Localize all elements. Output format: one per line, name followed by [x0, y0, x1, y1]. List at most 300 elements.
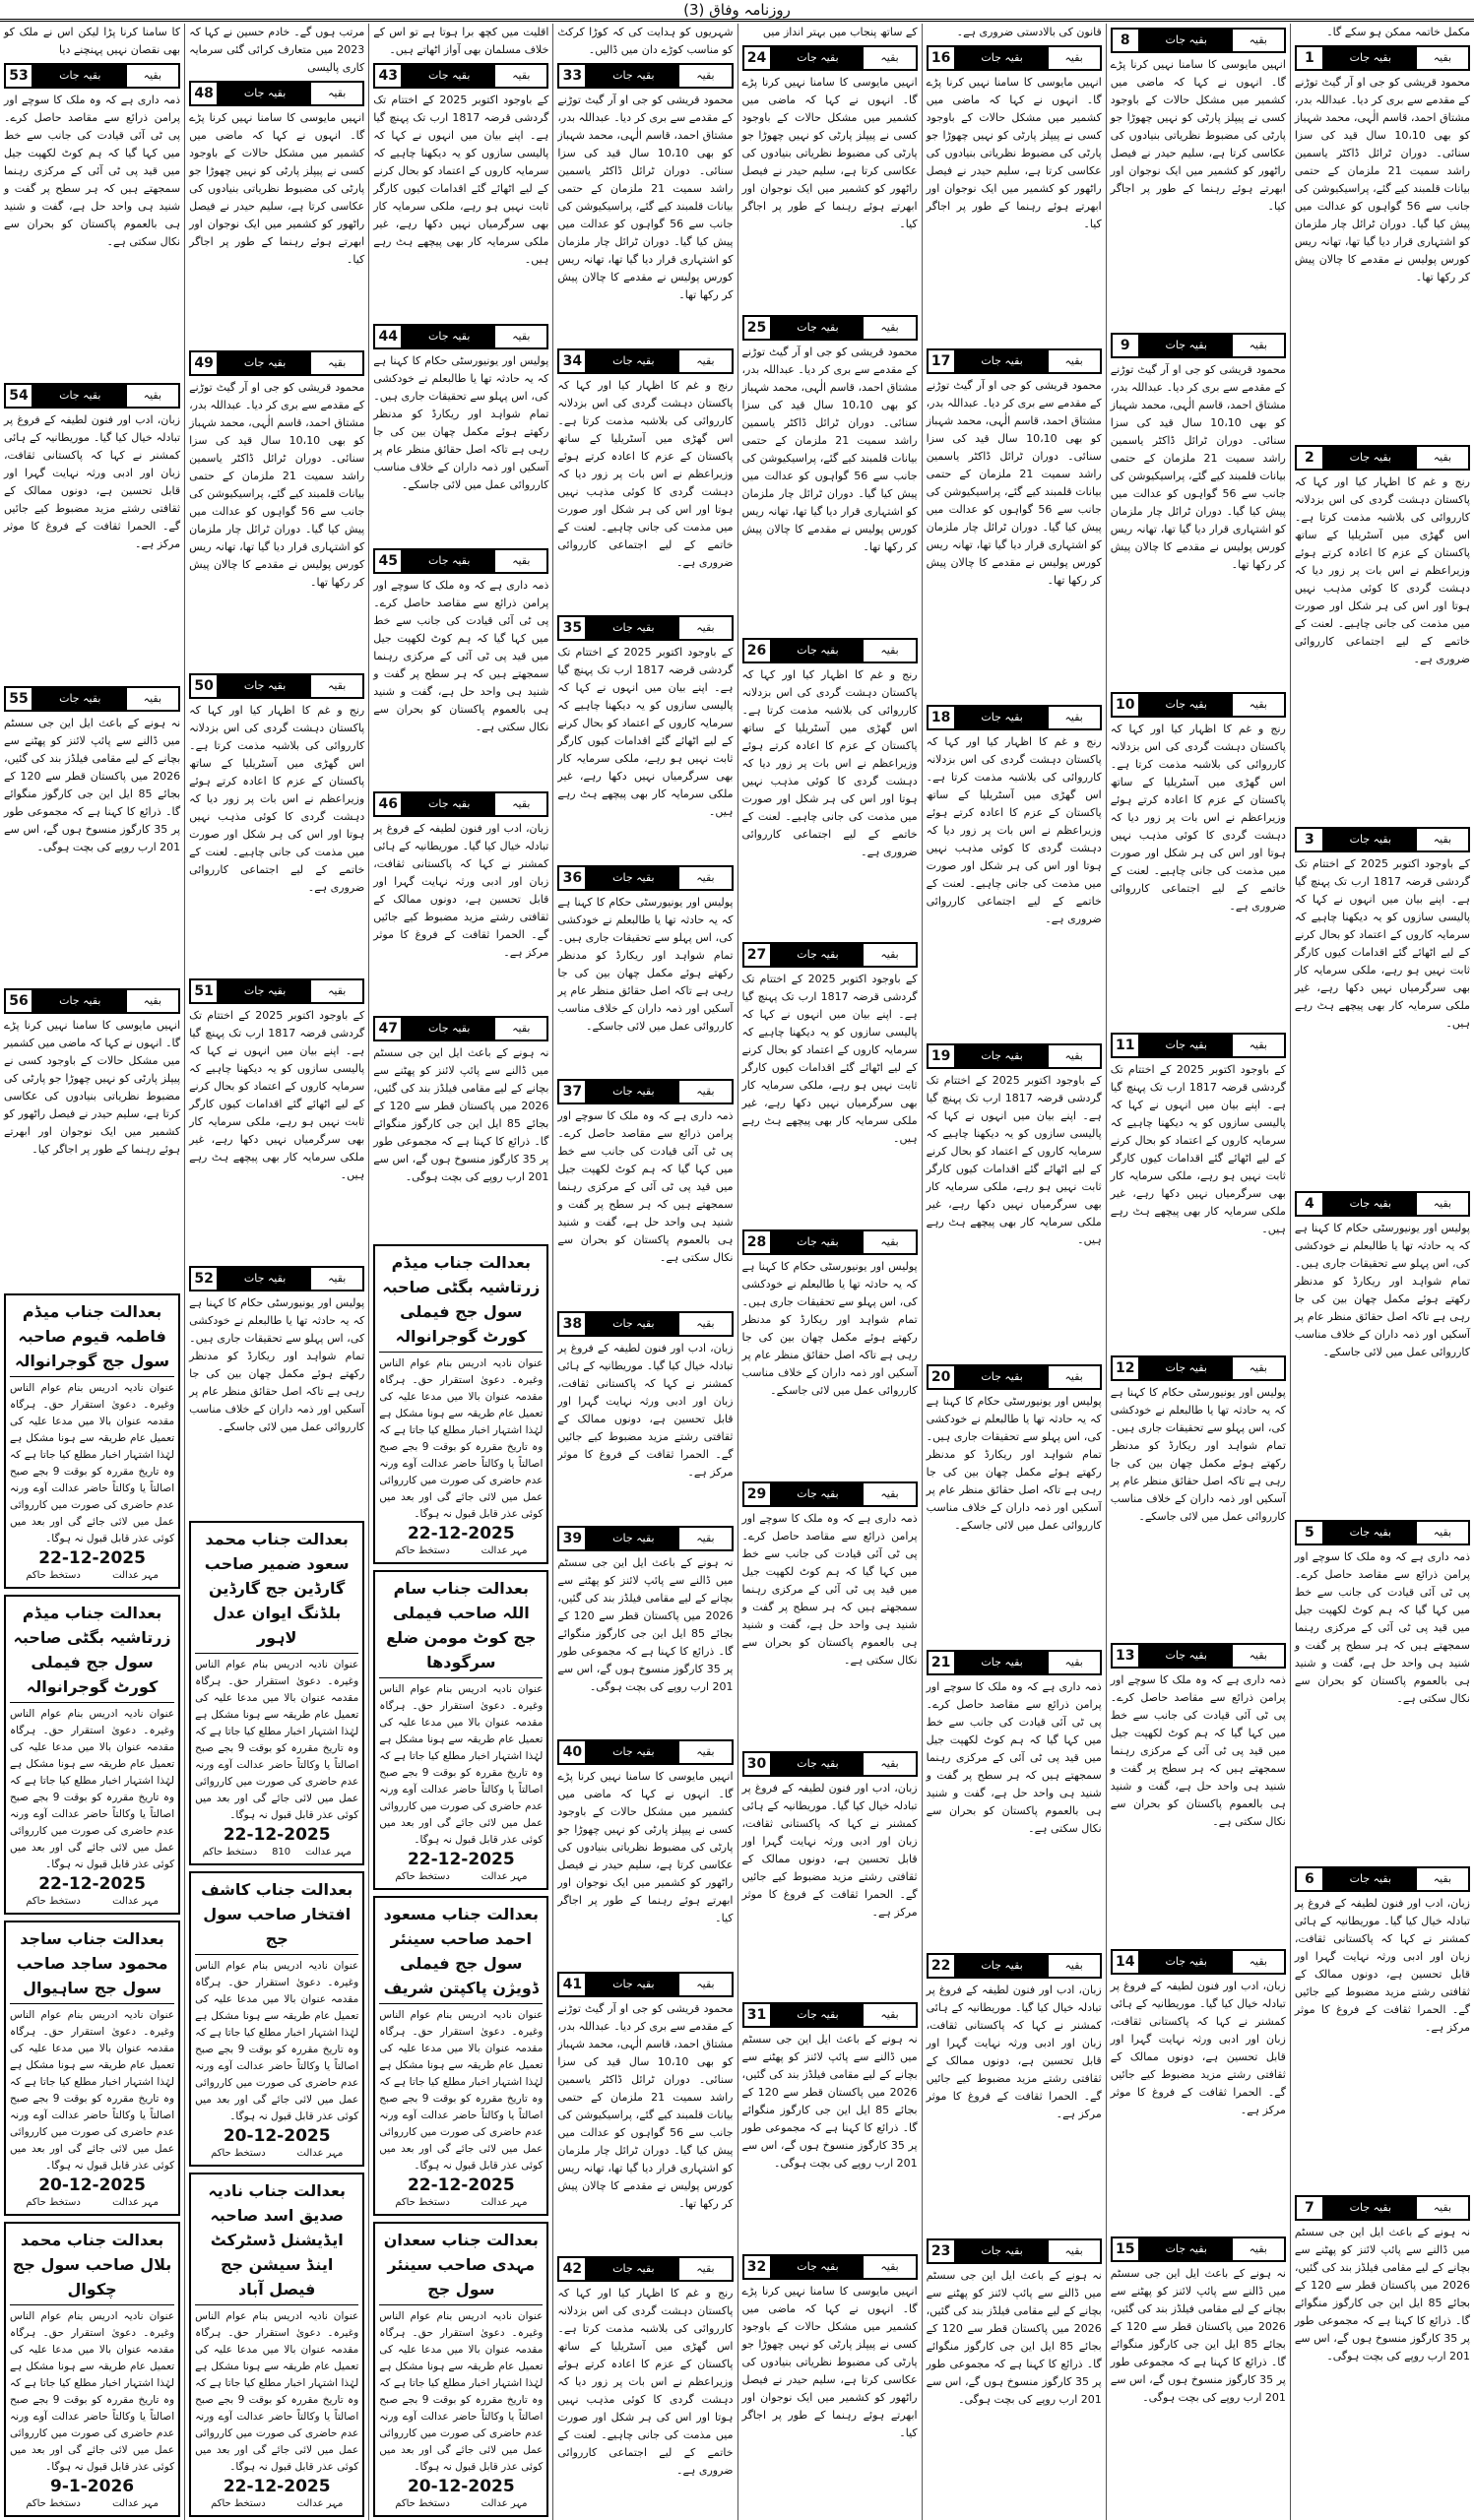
item-number: 31 — [744, 2004, 772, 2026]
baqiya-label: بقیہ — [679, 1081, 731, 1102]
item-text: کے باوجود اکتوبر 2025 کے اختتام تک گردشی قرضہ 1817 ارب تک پہنچ گیا ہے۔ اپنے بیان میں انہوں نے کہا کہ پالیسی سازوں کو یہ دیکھنا چاہیے کہ سرمایہ کاروں کے اعتماد کو بحال کرنے کے لیے اٹھائے گئے اقدامات کیوں کارگر ثابت نہیں ہو رہے، ملکی سرمایہ کار بھی سرگرمیاں نہیں دکھا رہے، غیر ملکی سرمایہ کار بھی پیچھے ہٹ رہے ہیں۔ — [189, 1009, 365, 1181]
item-number: 6 — [1297, 1868, 1324, 1890]
item-text: انہیں مایوسی کا سامنا نہیں کرنا پڑے گا۔ انہوں نے کہا کہ ماضی میں کشمیر میں مشکل حالات کے باوجود کسی نے پیپلز پارٹی کو نہیں چھوڑا جو پارٹی کی مضبوط نظریاتی بنیادوں کی عکاسی کرتا ہے، سلیم حیدر نے فیصل راٹھور کو کشمیر میں ایک نوجوان اور ابھرتے ہوئے رہنما کے طور پر اجاگر کیا۔ — [557, 1770, 734, 1925]
baqiya-label: بقیہ — [311, 1268, 362, 1290]
baqiya-jaat-label: بقیہ جات — [1324, 47, 1417, 69]
baqiya-label: بقیہ — [1049, 2240, 1100, 2262]
court-notices — [4, 1287, 180, 2520]
court-notices — [189, 1514, 364, 2520]
news-item — [4, 682, 180, 984]
news-item — [742, 311, 918, 634]
baqiya-jaat-label: بقیہ جات — [1140, 694, 1233, 716]
baqiya-jaat-label: بقیہ جات — [956, 1045, 1049, 1067]
continuation-header — [557, 865, 733, 891]
news-item — [4, 984, 180, 1287]
notice-date: 9-1-2026 — [50, 2477, 135, 2496]
news-item — [742, 41, 918, 311]
baqiya-label: بقیہ — [864, 1231, 915, 1253]
continuation-header — [1295, 2195, 1470, 2221]
judge-signature: دستخط حاکم — [26, 2197, 81, 2208]
baqiya-label: بقیہ — [864, 317, 915, 339]
notice-number: 810 — [272, 1847, 291, 1858]
item-text: نہ ہونے کے باعث ایل این جی سسٹم میں ڈالنے سے پائپ لائنز کو پھٹنے سے بچانے کے لیے مقامی فیلڈز بند کی گئیں، 2026 میں پاکستان قطر سے 120 کے بجائے 85 ایل این جی کارگوز منگوائے گا۔ ذرائع کا کہنا ہے کہ مجموعی طور پر 35 کارگوز منسوخ ہوں گے، اس سے 201 ارب روپے کی بچت ہوگی۔ — [1110, 2266, 1286, 2404]
news-item — [557, 1968, 733, 2253]
baqiya-label: بقیہ — [495, 550, 546, 572]
notice-date: 22-12-2025 — [223, 1825, 331, 1845]
newspaper-title: روزنامہ وفاق (3) — [683, 1, 791, 19]
item-number: 43 — [375, 65, 403, 87]
notice-footer — [10, 1895, 174, 1909]
item-number: 44 — [375, 326, 403, 347]
item-text: رنج و غم کا اظہار کیا اور کہا کہ پاکستان دہشت گردی کی اس بزدلانہ کارروائی کی بلاشبہ مذمت کرتا ہے۔ اس گھڑی میں آسٹریلیا کے ساتھ پاکستان کے عزم کا اعادہ کرتے ہوئے وزیراعظم نے اس بات پر زور دیا کہ دہشت گردی کا کوئی مذہب نہیں ہوتا اور اس کی ہر شکل اور صورت میں مذمت کی جانی چاہیے۔ لعنت کے خاتمے کے لیے اجتماعی کارروائی ضروری ہے۔ — [1110, 722, 1286, 913]
continuation-header — [927, 45, 1102, 71]
continuation-header — [1111, 1355, 1286, 1381]
item-text: زبان، ادب اور فنون لطیفہ کے فروغ پر تبادلہ خیال کیا گیا۔ موریطانیہ کے ہائی کمشنر نے کہا کہ پاکستانی ثقافت، زبان اور ادبی ورثہ نہایت گہرا اور قابل تحسین ہے، دونوں ممالک کے ثقافتی رشتے مزید مضبوط کیے جائیں گے۔ الحمرا ثقافت کے فروغ کا موثر مرکز ہے۔ — [741, 1781, 918, 1919]
baqiya-jaat-label: بقیہ جات — [956, 47, 1049, 69]
notice-date: 22-12-2025 — [407, 2175, 515, 2195]
item-text: کے باوجود اکتوبر 2025 کے اختتام تک گردشی قرضہ 1817 ارب تک پہنچ گیا ہے۔ اپنے بیان میں انہوں نے کہا کہ پالیسی سازوں کو یہ دیکھنا چاہیے کہ سرمایہ کاروں کے اعتماد کو بحال کرنے کے لیے اٹھائے گئے اقدامات کیوں کارگر ثابت نہیں ہو رہے، ملکی سرمایہ کار بھی سرگرمیاں نہیں دکھا رہے، غیر ملکی سرمایہ کار بھی پیچھے ہٹ رہے ہیں۔ — [741, 973, 918, 1146]
baqiya-jaat-label: بقیہ جات — [1140, 2238, 1233, 2260]
item-text: انہیں مایوسی کا سامنا نہیں کرنا پڑے گا۔ انہوں نے کہا کہ ماضی میں کشمیر میں مشکل حالات کے باوجود کسی نے پیپلز پارٹی کو نہیں چھوڑا جو پارٹی کی مضبوط نظریاتی بنیادوں کی عکاسی کرتا ہے، سلیم حیدر نے فیصل راٹھور کو کشمیر میں ایک نوجوان اور ابھرتے ہوئے رہنما کے طور پر اجاگر کیا۔ — [741, 76, 918, 230]
court-notice — [4, 1595, 180, 1915]
notice-body: عنوان نادیہ ادریس بنام عوام الناس وغیرہ۔ دعویٰ استقرار حق۔ ہرگاہ مقدمہ عنوان بالا میں مدعا علیہ کی تعمیل عام طریقہ سے ہونا مشکل ہے لہٰذا اشتہار اخبار مطلع کیا جاتا ہے کہ وہ تاریخ مقررہ کو بوقت 9 بجے صبح اصالتاً یا وکالتاً حاضر عدالت آوے ورنہ عدم حاضری کی صورت میں کارروائی عمل میں لائی جائے گی اور بعد میں کوئی عذر قابل قبول نہ ہوگا۔ — [10, 1382, 175, 1544]
news-item — [927, 701, 1102, 1040]
baqiya-label: بقیہ — [311, 675, 362, 697]
item-number: 13 — [1113, 1645, 1140, 1667]
continuation-header — [927, 1043, 1102, 1069]
notice-footer — [10, 2196, 174, 2210]
notice-date: 20-12-2025 — [223, 2126, 331, 2146]
baqiya-jaat-label: بقیہ جات — [1140, 1645, 1233, 1667]
continuation-header — [742, 638, 918, 663]
continuation-header — [1111, 333, 1286, 358]
notice-footer — [195, 1846, 358, 1859]
news-item — [557, 1735, 733, 1968]
item-text: زبان، ادب اور فنون لطیفہ کے فروغ پر تبادلہ خیال کیا گیا۔ موریطانیہ کے ہائی کمشنر نے کہا کہ پاکستانی ثقافت، زبان اور ادبی ورثہ نہایت گہرا اور قابل تحسین ہے، دونوں ممالک کے ثقافتی رشتے مزید مضبوط کیے جائیں گے۔ الحمرا ثقافت کے فروغ کا موثر مرکز ہے۔ — [926, 1984, 1102, 2120]
court-notice — [189, 2173, 364, 2517]
baqiya-label: بقیہ — [1417, 1522, 1468, 1544]
news-item — [927, 1360, 1102, 1646]
item-text: رنج و غم کا اظہار کیا اور کہا کہ پاکستان دہشت گردی کی اس بزدلانہ کارروائی کی بلاشبہ مذمت کرتا ہے۔ اس گھڑی میں آسٹریلیا کے ساتھ پاکستان کے عزم کا اعادہ کرتے ہوئے وزیراعظم نے اس بات پر زور دیا کہ دہشت گردی کا کوئی مذہب نہیں ہوتا اور اس کی ہر شکل اور صورت میں مذمت کی جانی چاہیے۔ لعنت کے خاتمے کے لیے اجتماعی کارروائی ضروری ہے۔ — [741, 667, 918, 858]
item-text: ذمہ داری ہے کہ وہ ملک کا سوچے اور پرامن ذرائع سے مقاصد حاصل کرے۔ پی ٹی آئی قیادت کی جانب سے خط میں کہا گیا کہ ہم کوٹ لکھپت جیل میں قید پی ٹی آئی کے مرکزی رہنما سمجھتے ہیں کہ ہر سطح پر گفت و شنید ہی واحد حل ہے، گفت و شنید ہی بالعموم پاکستان کو بحران سے نکال سکتی ہے۔ — [4, 94, 181, 248]
notice-body: عنوان نادیہ ادریس بنام عوام الناس وغیرہ۔ دعویٰ استقرار حق۔ ہرگاہ مقدمہ عنوان بالا میں مدعا علیہ کی تعمیل عام طریقہ سے ہونا مشکل ہے لہٰذا اشتہار اخبار مطلع کیا جاتا ہے کہ وہ تاریخ مقررہ کو بوقت 9 بجے صبح اصالتاً یا وکالتاً حاضر عدالت آوے ورنہ عدم حاضری کی صورت میں کارروائی عمل میں لائی جائے گی اور بعد میں کوئی عذر قابل قبول نہ ہوگا۔ — [195, 2310, 359, 2473]
baqiya-jaat-label: بقیہ جات — [956, 1366, 1049, 1388]
news-item — [927, 1949, 1102, 2235]
baqiya-label: بقیہ — [1049, 1045, 1100, 1067]
baqiya-label: بقیہ — [1417, 1868, 1468, 1890]
continuation-header — [557, 63, 733, 89]
baqiya-label: بقیہ — [1417, 447, 1468, 469]
baqiya-label: بقیہ — [1233, 1035, 1284, 1056]
baqiya-label: بقیہ — [311, 980, 362, 1002]
baqiya-jaat-label: بقیہ جات — [587, 1528, 679, 1549]
news-area — [557, 24, 733, 2520]
news-item — [742, 2250, 918, 2520]
baqiya-jaat-label: بقیہ جات — [33, 385, 127, 407]
baqiya-jaat-label: بقیہ جات — [956, 2240, 1049, 2262]
continuation-header — [557, 2256, 733, 2282]
item-text: زبان، ادب اور فنون لطیفہ کے فروغ پر تبادلہ خیال کیا گیا۔ موریطانیہ کے ہائی کمشنر نے کہا کہ پاکستانی ثقافت، زبان اور ادبی ورثہ نہایت گہرا اور قابل تحسین ہے، دونوں ممالک کے ثقافتی رشتے مزید مضبوط کیے جائیں گے۔ الحمرا ثقافت کے فروغ کا موثر مرکز ہے۔ — [1294, 1897, 1470, 2034]
baqiya-jaat-label: بقیہ جات — [772, 1483, 865, 1505]
baqiya-label: بقیہ — [864, 1753, 915, 1775]
baqiya-jaat-label: بقیہ جات — [403, 793, 495, 815]
news-item — [373, 320, 548, 545]
continuation-header — [1111, 1033, 1286, 1058]
item-text: رنج و غم کا اظہار کیا اور کہا کہ پاکستان دہشت گردی کی اس بزدلانہ کارروائی کی بلاشبہ مذمت کرتا ہے۔ اس گھڑی میں آسٹریلیا کے ساتھ پاکستان کے عزم کا اعادہ کرتے ہوئے وزیراعظم نے اس بات پر زور دیا کہ دہشت گردی کا کوئی مذہب نہیں ہوتا اور اس کی ہر شکل اور صورت میں مذمت کی جانی چاہیے۔ لعنت کے خاتمے کے لیے اجتماعی کارروائی ضروری ہے۔ — [557, 2287, 734, 2478]
notice-footer — [195, 2497, 358, 2511]
court-notices — [373, 1237, 548, 2520]
masthead — [0, 0, 1474, 22]
news-item — [189, 1262, 364, 1514]
item-number: 54 — [6, 385, 33, 407]
column-7 — [184, 24, 368, 2520]
item-text: پولیس اور یونیورسٹی حکام کا کہنا ہے کہ یہ حادثہ تھا یا طالبعلم نے خودکشی کی، اس پہلو سے تحقیقات جاری ہیں۔ تمام شواہد اور ریکارڈ کو مدنظر رکھتے ہوئے مکمل چھان بین کی جا رہی ہے تاکہ اصل حقائق منظر عام پر آسکیں اور ذمہ داران کے خلاف مناسب کارروائی عمل میں لائی جاسکے۔ — [1110, 1386, 1286, 1523]
news-item — [1295, 823, 1470, 1187]
item-number: 5 — [1297, 1522, 1324, 1544]
baqiya-label: بقیہ — [311, 83, 362, 104]
news-item — [189, 975, 364, 1262]
baqiya-jaat-label: بقیہ جات — [1324, 1522, 1417, 1544]
notice-date: 20-12-2025 — [407, 2477, 515, 2496]
baqiya-label: بقیہ — [495, 326, 546, 347]
news-area — [927, 24, 1102, 2520]
continuation-header — [557, 1972, 733, 1997]
item-number: 16 — [929, 47, 956, 69]
item-text: نہ ہونے کے باعث ایل این جی سسٹم میں ڈالنے سے پائپ لائنز کو پھٹنے سے بچانے کے لیے مقامی فیلڈز بند کی گئیں، 2026 میں پاکستان قطر سے 120 کے بجائے 85 ایل این جی کارگوز منگوائے گا۔ ذرائع کا کہنا ہے کہ مجموعی طور پر 35 کارگوز منسوخ ہوں گے، اس سے 201 ارب روپے کی بچت ہوگی۔ — [741, 2033, 918, 2171]
news-item — [1111, 1352, 1286, 1639]
baqiya-jaat-label: بقیہ جات — [956, 707, 1049, 728]
news-area — [1111, 24, 1286, 2520]
baqiya-label: بقیہ — [1233, 2238, 1284, 2260]
item-number: 36 — [559, 867, 587, 889]
news-area — [4, 24, 180, 1287]
baqiya-label: بقیہ — [1049, 1955, 1100, 1977]
continuation-header — [742, 2002, 918, 2028]
baqiya-jaat-label: بقیہ جات — [587, 65, 679, 87]
item-text: ذمہ داری ہے کہ وہ ملک کا سوچے اور پرامن ذرائع سے مقاصد حاصل کرے۔ پی ٹی آئی قیادت کی جانب سے خط میں کہا گیا کہ ہم کوٹ لکھپت جیل میں قید پی ٹی آئی کے مرکزی رہنما سمجھتے ہیں کہ ہر سطح پر گفت و شنید ہی واحد حل ہے، گفت و شنید ہی بالعموم پاکستان کو بحران سے نکال سکتی ہے۔ — [557, 1109, 734, 1265]
continuation-header — [189, 673, 364, 699]
baqiya-label: بقیہ — [1049, 707, 1100, 728]
continuation-header — [4, 686, 180, 712]
continuation-header — [1295, 445, 1470, 471]
notice-footer — [10, 1569, 174, 1583]
baqiya-label: بقیہ — [679, 65, 731, 87]
item-text: کے باوجود اکتوبر 2025 کے اختتام تک گردشی قرضہ 1817 ارب تک پہنچ گیا ہے۔ اپنے بیان میں انہوں نے کہا کہ پالیسی سازوں کو یہ دیکھنا چاہیے کہ سرمایہ کاروں کے اعتماد کو بحال کرنے کے لیے اٹھائے گئے اقدامات کیوں کارگر ثابت نہیں ہو رہے، ملکی سرمایہ کار بھی سرگرمیاں نہیں دکھا رہے، غیر ملکی سرمایہ کار بھی پیچھے ہٹ رہے ہیں۔ — [1294, 857, 1471, 1030]
news-item — [742, 1747, 918, 1999]
baqiya-jaat-label: بقیہ جات — [219, 352, 311, 374]
baqiya-jaat-label: بقیہ جات — [587, 1313, 679, 1335]
item-text: محمود قریشی کو جی او آر گیٹ توڑنے کے مقدمے سے بری کر دیا۔ عبداللہ بدر، مشتاق احمد، قاسم الٰہی، محمد شہباز کو بھی 10،10 سال قید کی سزا سنائی۔ دوران ٹرائل ڈاکٹر یاسمین راشد سمیت 21 ملزمان کے حتمی بیانات قلمبند کیے گئے، پراسیکیوشن کی جانب سے 56 گواہوں کو عدالت میں پیش کیا گیا۔ دوران ٹرائل چار ملزمان کو اشتہاری قرار دیا گیا تھا، تھانہ ریس کورس پولیس نے مقدمے کا چالان پیش کر رکھا تھا۔ — [189, 381, 365, 589]
item-number: 50 — [191, 675, 219, 697]
item-number: 52 — [191, 1268, 219, 1290]
baqiya-jaat-label: بقیہ جات — [1140, 30, 1233, 51]
judge-signature: دستخط حاکم — [26, 1896, 81, 1907]
continuation-header — [189, 81, 364, 106]
item-text: محمود قریشی کو جی او آر گیٹ توڑنے کے مقدمے سے بری کر دیا۔ عبداللہ بدر، مشتاق احمد، قاسم الٰہی، محمد شہباز کو بھی 10،10 سال قید کی سزا سنائی۔ دوران ٹرائل ڈاکٹر یاسمین راشد سمیت 21 ملزمان کے حتمی بیانات قلمبند کیے گئے، پراسیکیوشن کی جانب سے 56 گواہوں کو عدالت میں پیش کیا گیا۔ دوران ٹرائل چار ملزمان کو اشتہاری قرار دیا گیا تھا، تھانہ ریس کورس پولیس نے مقدمے کا چالان پیش کر رکھا تھا۔ — [741, 345, 918, 553]
judge-signature: دستخط حاکم — [395, 1871, 450, 1882]
news-item — [557, 345, 733, 612]
item-number: 22 — [929, 1955, 956, 1977]
notice-footer — [379, 2196, 543, 2210]
column-8 — [0, 24, 184, 2520]
item-text: محمود قریشی کو جی او آر گیٹ توڑنے کے مقدمے سے بری کر دیا۔ عبداللہ بدر، مشتاق احمد، قاسم الٰہی، محمد شہباز کو بھی 10،10 سال قید کی سزا سنائی۔ دوران ٹرائل ڈاکٹر یاسمین راشد سمیت 21 ملزمان کے حتمی بیانات قلمبند کیے گئے، پراسیکیوشن کی جانب سے 56 گواہوں کو عدالت میں پیش کیا گیا۔ دوران ٹرائل چار ملزمان کو اشتہاری قرار دیا گیا تھا، تھانہ ریس کورس پولیس نے مقدمے کا چالان پیش کر رکھا تھا۔ — [1110, 363, 1286, 572]
judge-signature: دستخط حاکم — [211, 2148, 266, 2159]
continuation-header — [373, 548, 548, 574]
baqiya-label: بقیہ — [1417, 829, 1468, 850]
continuation-header — [742, 1751, 918, 1777]
baqiya-jaat-label: بقیہ جات — [772, 2256, 865, 2278]
item-text: زبان، ادب اور فنون لطیفہ کے فروغ پر تبادلہ خیال کیا گیا۔ موریطانیہ کے ہائی کمشنر نے کہا کہ پاکستانی ثقافت، زبان اور ادبی ورثہ نہایت گہرا اور قابل تحسین ہے، دونوں ممالک کے ثقافتی رشتے مزید مضبوط کیے جائیں گے۔ الحمرا ثقافت کے فروغ کا موثر مرکز ہے۔ — [557, 1341, 734, 1479]
item-text: زبان، ادب اور فنون لطیفہ کے فروغ پر تبادلہ خیال کیا گیا۔ موریطانیہ کے ہائی کمشنر نے کہا کہ پاکستانی ثقافت، زبان اور ادبی ورثہ نہایت گہرا اور قابل تحسین ہے، دونوں ممالک کے ثقافتی رشتے مزید مضبوط کیے جائیں گے۔ الحمرا ثقافت کے فروغ کا موثر مرکز ہے۔ — [373, 821, 549, 959]
news-item — [557, 611, 733, 861]
court-seal: مہر عدالت — [481, 1545, 528, 1556]
baqiya-jaat-label: بقیہ جات — [772, 640, 865, 662]
item-text: پولیس اور یونیورسٹی حکام کا کہنا ہے کہ یہ حادثہ تھا یا طالبعلم نے خودکشی کی، اس پہلو سے تحقیقات جاری ہیں۔ تمام شواہد اور ریکارڈ کو مدنظر رکھتے ہوئے مکمل چھان بین کی جا رہی ہے تاکہ اصل حقائق منظر عام پر آسکیں اور ذمہ داران کے خلاف مناسب کارروائی عمل میں لائی جاسکے۔ — [1294, 1222, 1470, 1358]
news-item — [927, 1040, 1102, 1360]
lead-text: کے ساتھ پنجاب میں بہتر انداز میں — [762, 26, 918, 38]
column-2 — [1106, 24, 1290, 2520]
court-seal: مہر عدالت — [296, 2498, 344, 2509]
item-number: 3 — [1297, 829, 1324, 850]
continuation-header — [927, 348, 1102, 374]
news-item — [1111, 688, 1286, 1029]
lead-text: مکمل خاتمہ ممکن ہو سکے گا۔ — [1326, 26, 1470, 38]
item-number: 17 — [929, 350, 956, 372]
baqiya-label: بقیہ — [679, 617, 731, 639]
notice-heading: بعدالت جناب مسعود احمد صاحب سینئر سول جج فیملی ڈویژن پاکپتن شریف — [379, 1902, 543, 2004]
item-number: 34 — [559, 350, 587, 372]
baqiya-jaat-label: بقیہ جات — [772, 2004, 865, 2026]
news-item — [742, 634, 918, 939]
notice-heading: بعدالت جناب میڈم زرتاشیہ بگٹی صاحبہ سول جج فیملی کورٹ گوجرانوالہ — [379, 1250, 543, 1353]
item-number: 10 — [1113, 694, 1140, 716]
item-text: ذمہ داری ہے کہ وہ ملک کا سوچے اور پرامن ذرائع سے مقاصد حاصل کرے۔ پی ٹی آئی قیادت کی جانب سے خط میں کہا گیا کہ ہم کوٹ لکھپت جیل میں قید پی ٹی آئی کے مرکزی رہنما سمجھتے ہیں کہ ہر سطح پر گفت و شنید ہی واحد حل ہے، گفت و شنید ہی بالعموم پاکستان کو بحران سے نکال سکتی ہے۔ — [373, 579, 549, 734]
news-item — [373, 1012, 548, 1237]
baqiya-jaat-label: بقیہ جات — [403, 1018, 495, 1040]
baqiya-label: بقیہ — [1233, 694, 1284, 716]
baqiya-label: بقیہ — [679, 1528, 731, 1549]
baqiya-jaat-label: بقیہ جات — [33, 65, 127, 87]
baqiya-jaat-label: بقیہ جات — [1324, 2197, 1417, 2219]
continuation-header — [742, 1481, 918, 1507]
item-text: محمود قریشی کو جی او آر گیٹ توڑنے کے مقدمے سے بری کر دیا۔ عبداللہ بدر، مشتاق احمد، قاسم الٰہی، محمد شہباز کو بھی 10،10 سال قید کی سزا سنائی۔ دوران ٹرائل ڈاکٹر یاسمین راشد سمیت 21 ملزمان کے حتمی بیانات قلمبند کیے گئے، پراسیکیوشن کی جانب سے 56 گواہوں کو عدالت میں پیش کیا گیا۔ دوران ٹرائل چار ملزمان کو اشتہاری قرار دیا گیا تھا، تھانہ ریس کورس پولیس نے مقدمے کا چالان پیش کر رکھا تھا۔ — [557, 2001, 734, 2210]
item-number: 25 — [744, 317, 772, 339]
item-text: انہیں مایوسی کا سامنا نہیں کرنا پڑے گا۔ انہوں نے کہا کہ ماضی میں کشمیر میں مشکل حالات کے باوجود کسی نے پیپلز پارٹی کو نہیں چھوڑا جو پارٹی کی مضبوط نظریاتی بنیادوں کی عکاسی کرتا ہے، سلیم حیدر نے فیصل راٹھور کو کشمیر میں ایک نوجوان اور ابھرتے ہوئے رہنما کے طور پر اجاگر کیا۔ — [926, 76, 1102, 230]
item-text: رنج و غم کا اظہار کیا اور کہا کہ پاکستان دہشت گردی کی اس بزدلانہ کارروائی کی بلاشبہ مذمت کرتا ہے۔ اس گھڑی میں آسٹریلیا کے ساتھ پاکستان کے عزم کا اعادہ کرتے ہوئے وزیراعظم نے اس بات پر زور دیا کہ دہشت گردی کا کوئی مذہب نہیں ہوتا اور اس کی ہر شکل اور صورت میں مذمت کی جانی چاہیے۔ لعنت کے خاتمے کے لیے اجتماعی کارروائی ضروری ہے۔ — [926, 735, 1102, 925]
baqiya-jaat-label: بقیہ جات — [1324, 447, 1417, 469]
court-notice — [4, 2222, 180, 2517]
baqiya-label: بقیہ — [1233, 335, 1284, 356]
continuation-header — [1111, 28, 1286, 53]
baqiya-label: بقیہ — [1417, 47, 1468, 69]
baqiya-jaat-label: بقیہ جات — [1140, 335, 1233, 356]
baqiya-label: بقیہ — [127, 990, 179, 1012]
baqiya-label: بقیہ — [127, 65, 179, 87]
item-number: 33 — [559, 65, 587, 87]
judge-signature: دستخط حاکم — [26, 2498, 81, 2509]
news-item — [1111, 1639, 1286, 1944]
notice-body: عنوان نادیہ ادریس بنام عوام الناس وغیرہ۔ دعویٰ استقرار حق۔ ہرگاہ مقدمہ عنوان بالا میں مدعا علیہ کی تعمیل عام طریقہ سے ہونا مشکل ہے لہٰذا اشتہار اخبار مطلع کیا جاتا ہے کہ وہ تاریخ مقررہ کو بوقت 9 بجے صبح اصالتاً یا وکالتاً حاضر عدالت آوے ورنہ عدم حاضری کی صورت میں کارروائی عمل میں لائی جائے گی اور بعد میں کوئی عذر قابل قبول نہ ہوگا۔ — [195, 1659, 359, 1821]
item-text: پولیس اور یونیورسٹی حکام کا کہنا ہے کہ یہ حادثہ تھا یا طالبعلم نے خودکشی کی، اس پہلو سے تحقیقات جاری ہیں۔ تمام شواہد اور ریکارڈ کو مدنظر رکھتے ہوئے مکمل چھان بین کی جا رہی ہے تاکہ اصل حقائق منظر عام پر آسکیں اور ذمہ داران کے خلاف مناسب کارروائی عمل میں لائی جاسکے۔ — [926, 1395, 1102, 1532]
item-text: انہیں مایوسی کا سامنا نہیں کرنا پڑے گا۔ انہوں نے کہا کہ ماضی میں کشمیر میں مشکل حالات کے باوجود کسی نے پیپلز پارٹی کو نہیں چھوڑا جو پارٹی کی مضبوط نظریاتی بنیادوں کی عکاسی کرتا ہے، سلیم حیدر نے فیصل راٹھور کو کشمیر میں ایک نوجوان اور ابھرتے ہوئے رہنما کے طور پر اجاگر کیا۔ — [189, 111, 365, 266]
news-item — [927, 41, 1102, 345]
baqiya-label: بقیہ — [1417, 2197, 1468, 2219]
continuation-header — [1111, 1949, 1286, 1975]
baqiya-jaat-label: بقیہ جات — [33, 688, 127, 710]
baqiya-jaat-label: بقیہ جات — [1324, 1868, 1417, 1890]
baqiya-jaat-label: بقیہ جات — [587, 1974, 679, 1995]
item-number: 26 — [744, 640, 772, 662]
news-item — [4, 59, 180, 379]
item-number: 18 — [929, 707, 956, 728]
news-columns — [0, 24, 1474, 2520]
continuation-header — [1295, 1520, 1470, 1545]
continuation-header — [1295, 827, 1470, 852]
news-item — [189, 77, 364, 346]
baqiya-jaat-label: بقیہ جات — [587, 2258, 679, 2280]
baqiya-label: بقیہ — [679, 1741, 731, 1763]
item-number: 56 — [6, 990, 33, 1012]
item-text: ذمہ داری ہے کہ وہ ملک کا سوچے اور پرامن ذرائع سے مقاصد حاصل کرے۔ پی ٹی آئی قیادت کی جانب سے خط میں کہا گیا کہ ہم کوٹ لکھپت جیل میں قید پی ٹی آئی کے مرکزی رہنما سمجھتے ہیں کہ ہر سطح پر گفت و شنید ہی واحد حل ہے، گفت و شنید ہی بالعموم پاکستان کو بحران سے نکال سکتی ہے۔ — [1110, 1673, 1286, 1829]
notice-body: عنوان نادیہ ادریس بنام عوام الناس وغیرہ۔ دعویٰ استقرار حق۔ ہرگاہ مقدمہ عنوان بالا میں مدعا علیہ کی تعمیل عام طریقہ سے ہونا مشکل ہے لہٰذا اشتہار اخبار مطلع کیا جاتا ہے کہ وہ تاریخ مقررہ کو بوقت 9 بجے صبح اصالتاً یا وکالتاً حاضر عدالت آوے ورنہ عدم حاضری کی صورت میں کارروائی عمل میں لائی جائے گی اور بعد میں کوئی عذر قابل قبول نہ ہوگا۔ — [379, 2310, 544, 2473]
notice-heading: بعدالت جناب سام اللہ صاحب فیملی جج کوٹ مومن ضلع سرگودھا — [379, 1576, 543, 1678]
baqiya-label: بقیہ — [1233, 1357, 1284, 1379]
item-number: 42 — [559, 2258, 587, 2280]
item-number: 12 — [1113, 1357, 1140, 1379]
news-area — [373, 24, 548, 1237]
news-item — [742, 938, 918, 1226]
item-number: 40 — [559, 1741, 587, 1763]
item-text: رنج و غم کا اظہار کیا اور کہا کہ پاکستان دہشت گردی کی اس بزدلانہ کارروائی کی بلاشبہ مذمت کرتا ہے۔ اس گھڑی میں آسٹریلیا کے ساتھ پاکستان کے عزم کا اعادہ کرتے ہوئے وزیراعظم نے اس بات پر زور دیا کہ دہشت گردی کا کوئی مذہب نہیں ہوتا اور اس کی ہر شکل اور صورت میں مذمت کی جانی چاہیے۔ لعنت کے خاتمے کے لیے اجتماعی کارروائی ضروری ہے۔ — [557, 378, 734, 569]
notice-body: عنوان نادیہ ادریس بنام عوام الناس وغیرہ۔ دعویٰ استقرار حق۔ ہرگاہ مقدمہ عنوان بالا میں مدعا علیہ کی تعمیل عام طریقہ سے ہونا مشکل ہے لہٰذا اشتہار اخبار مطلع کیا جاتا ہے کہ وہ تاریخ مقررہ کو بوقت 9 بجے صبح اصالتاً یا وکالتاً حاضر عدالت آوے ورنہ عدم حاضری کی صورت میں کارروائی عمل میں لائی جائے گی اور بعد میں کوئی عذر قابل قبول نہ ہوگا۔ — [10, 2310, 175, 2473]
item-number: 38 — [559, 1313, 587, 1335]
court-seal: مہر عدالت — [112, 1896, 159, 1907]
baqiya-label: بقیہ — [864, 2004, 915, 2026]
item-number: 35 — [559, 617, 587, 639]
item-text: انہیں مایوسی کا سامنا نہیں کرنا پڑے گا۔ انہوں نے کہا کہ ماضی میں کشمیر میں مشکل حالات کے باوجود کسی نے پیپلز پارٹی کو نہیں چھوڑا جو پارٹی کی مضبوط نظریاتی بنیادوں کی عکاسی کرتا ہے، سلیم حیدر نے فیصل راٹھور کو کشمیر میں ایک نوجوان اور ابھرتے ہوئے رہنما کے طور پر اجاگر کیا۔ — [741, 2285, 918, 2440]
court-notice — [373, 1570, 548, 1890]
baqiya-label: بقیہ — [1049, 1366, 1100, 1388]
baqiya-label: بقیہ — [864, 2256, 915, 2278]
court-notice — [373, 2222, 548, 2517]
baqiya-label: بقیہ — [679, 1313, 731, 1335]
continuation-header — [742, 1229, 918, 1255]
lead-text: مرتب ہوں گے۔ خادم حسین نے کہا کہ 2023 میں متعارف کرائی گئی سرمایہ کاری پالیسی — [189, 26, 365, 74]
news-item — [1295, 1187, 1470, 1516]
column-4 — [737, 24, 922, 2520]
item-number: 2 — [1297, 447, 1324, 469]
continuation-header — [742, 315, 918, 341]
column-1 — [1290, 24, 1474, 2520]
item-text: رنج و غم کا اظہار کیا اور کہا کہ پاکستان دہشت گردی کی اس بزدلانہ کارروائی کی بلاشبہ مذمت کرتا ہے۔ اس گھڑی میں آسٹریلیا کے ساتھ پاکستان کے عزم کا اعادہ کرتے ہوئے وزیراعظم نے اس بات پر زور دیا کہ دہشت گردی کا کوئی مذہب نہیں ہوتا اور اس کی ہر شکل اور صورت میں مذمت کی جانی چاہیے۔ لعنت کے خاتمے کے لیے اجتماعی کارروائی ضروری ہے۔ — [189, 704, 365, 894]
baqiya-label: بقیہ — [679, 1974, 731, 1995]
notice-date: 22-12-2025 — [407, 1850, 515, 1869]
continuation-header — [189, 978, 364, 1004]
news-item — [189, 669, 364, 975]
judge-signature: دستخط حاکم — [211, 2498, 266, 2509]
baqiya-jaat-label: بقیہ جات — [956, 1652, 1049, 1673]
notice-date: 22-12-2025 — [38, 1874, 146, 1894]
baqiya-label: بقیہ — [1233, 1951, 1284, 1973]
baqiya-jaat-label: بقیہ جات — [33, 990, 127, 1012]
baqiya-jaat-label: بقیہ جات — [1324, 829, 1417, 850]
item-number: 11 — [1113, 1035, 1140, 1056]
notice-heading: بعدالت جناب میڈم زرتاشیہ بگٹی صاحبہ سول جج فیملی کورٹ گوجرانوالہ — [10, 1601, 174, 1703]
news-item — [1111, 24, 1286, 329]
continuation-header — [4, 383, 180, 409]
item-text: رنج و غم کا اظہار کیا اور کہا کہ پاکستان دہشت گردی کی اس بزدلانہ کارروائی کی بلاشبہ مذمت کرتا ہے۔ اس گھڑی میں آسٹریلیا کے ساتھ پاکستان کے عزم کا اعادہ کرتے ہوئے وزیراعظم نے اس بات پر زور دیا کہ دہشت گردی کا کوئی مذہب نہیں ہوتا اور اس کی ہر شکل اور صورت میں مذمت کی جانی چاہیے۔ لعنت کے خاتمے کے لیے اجتماعی کارروائی ضروری ہے۔ — [1294, 475, 1470, 665]
news-item — [927, 345, 1102, 701]
news-item — [189, 346, 364, 669]
news-item — [742, 1998, 918, 2250]
baqiya-jaat-label: بقیہ جات — [1140, 1357, 1233, 1379]
column-6 — [368, 24, 552, 2520]
news-item — [1295, 1862, 1470, 2191]
notice-body: عنوان نادیہ ادریس بنام عوام الناس وغیرہ۔ دعویٰ استقرار حق۔ ہرگاہ مقدمہ عنوان بالا میں مدعا علیہ کی تعمیل عام طریقہ سے ہونا مشکل ہے لہٰذا اشتہار اخبار مطلع کیا جاتا ہے کہ وہ تاریخ مقررہ کو بوقت 9 بجے صبح اصالتاً یا وکالتاً حاضر عدالت آوے ورنہ عدم حاضری کی صورت میں کارروائی عمل میں لائی جائے گی اور بعد میں کوئی عذر قابل قبول نہ ہوگا۔ — [379, 1357, 544, 1520]
item-number: 23 — [929, 2240, 956, 2262]
notice-footer — [195, 2147, 358, 2161]
continuation-header — [189, 1266, 364, 1292]
court-seal: مہر عدالت — [305, 1847, 352, 1858]
baqiya-jaat-label: بقیہ جات — [219, 980, 311, 1002]
item-text: نہ ہونے کے باعث ایل این جی سسٹم میں ڈالنے سے پائپ لائنز کو پھٹنے سے بچانے کے لیے مقامی فیلڈز بند کی گئیں، 2026 میں پاکستان قطر سے 120 کے بجائے 85 ایل این جی کارگوز منگوائے گا۔ ذرائع کا کہنا ہے کہ مجموعی طور پر 35 کارگوز منسوخ ہوں گے، اس سے 201 ارب روپے کی بچت ہوگی۔ — [557, 1555, 734, 1693]
notice-date: 22-12-2025 — [38, 1548, 146, 1568]
continuation-header — [373, 63, 548, 89]
baqiya-jaat-label: بقیہ جات — [956, 1955, 1049, 1977]
court-notice — [373, 1896, 548, 2216]
baqiya-label: بقیہ — [679, 2258, 731, 2280]
baqiya-label: بقیہ — [1049, 47, 1100, 69]
continuation-header — [373, 1016, 548, 1041]
court-seal: مہر عدالت — [112, 2197, 159, 2208]
baqiya-jaat-label: بقیہ جات — [403, 65, 495, 87]
item-number: 49 — [191, 352, 219, 374]
baqiya-jaat-label: بقیہ جات — [403, 326, 495, 347]
item-text: انہیں مایوسی کا سامنا نہیں کرنا پڑے گا۔ انہوں نے کہا کہ ماضی میں کشمیر میں مشکل حالات کے باوجود کسی نے پیپلز پارٹی کو نہیں چھوڑا جو پارٹی کی مضبوط نظریاتی بنیادوں کی عکاسی کرتا ہے، سلیم حیدر نے فیصل راٹھور کو کشمیر میں ایک نوجوان اور ابھرتے ہوئے رہنما کے طور پر اجاگر کیا۔ — [1110, 58, 1286, 213]
item-text: زبان، ادب اور فنون لطیفہ کے فروغ پر تبادلہ خیال کیا گیا۔ موریطانیہ کے ہائی کمشنر نے کہا کہ پاکستانی ثقافت، زبان اور ادبی ورثہ نہایت گہرا اور قابل تحسین ہے، دونوں ممالک کے ثقافتی رشتے مزید مضبوط کیے جائیں گے۔ الحمرا ثقافت کے فروغ کا موثر مرکز ہے۔ — [1110, 1979, 1286, 2116]
continuation-header — [927, 1364, 1102, 1390]
item-number: 27 — [744, 944, 772, 966]
item-text: پولیس اور یونیورسٹی حکام کا کہنا ہے کہ یہ حادثہ تھا یا طالبعلم نے خودکشی کی، اس پہلو سے تحقیقات جاری ہیں۔ تمام شواہد اور ریکارڈ کو مدنظر رکھتے ہوئے مکمل چھان بین کی جا رہی ہے تاکہ اصل حقائق منظر عام پر آسکیں اور ذمہ داران کے خلاف مناسب کارروائی عمل میں لائی جاسکے۔ — [189, 1296, 365, 1433]
news-item — [373, 788, 548, 1013]
continuation-header — [1111, 692, 1286, 718]
baqiya-label: بقیہ — [495, 1018, 546, 1040]
item-text: کے باوجود اکتوبر 2025 کے اختتام تک گردشی قرضہ 1817 ارب تک پہنچ گیا ہے۔ اپنے بیان میں انہوں نے کہا کہ پالیسی سازوں کو یہ دیکھنا چاہیے کہ سرمایہ کاروں کے اعتماد کو بحال کرنے کے لیے اٹھائے گئے اقدامات کیوں کارگر ثابت نہیں ہو رہے، ملکی سرمایہ کار بھی سرگرمیاں نہیں دکھا رہے، غیر ملکی سرمایہ کار بھی پیچھے ہٹ رہے ہیں۔ — [557, 646, 734, 819]
item-text: پولیس اور یونیورسٹی حکام کا کہنا ہے کہ یہ حادثہ تھا یا طالبعلم نے خودکشی کی، اس پہلو سے تحقیقات جاری ہیں۔ تمام شواہد اور ریکارڈ کو مدنظر رکھتے ہوئے مکمل چھان بین کی جا رہی ہے تاکہ اصل حقائق منظر عام پر آسکیں اور ذمہ داران کے خلاف مناسب کارروائی عمل میں لائی جاسکے۔ — [373, 353, 549, 491]
notice-footer — [379, 1870, 543, 1884]
continuation-header — [742, 45, 918, 71]
court-notice — [189, 1871, 364, 2167]
baqiya-jaat-label: بقیہ جات — [772, 47, 865, 69]
item-number: 20 — [929, 1366, 956, 1388]
baqiya-label: بقیہ — [864, 47, 915, 69]
baqiya-label: بقیہ — [1417, 1193, 1468, 1215]
news-item — [927, 1646, 1102, 1949]
item-number: 39 — [559, 1528, 587, 1549]
judge-signature: دستخط حاکم — [26, 1570, 81, 1581]
news-item — [1295, 1516, 1470, 1862]
continuation-header — [927, 2238, 1102, 2264]
item-text: ذمہ داری ہے کہ وہ ملک کا سوچے اور پرامن ذرائع سے مقاصد حاصل کرے۔ پی ٹی آئی قیادت کی جانب سے خط میں کہا گیا کہ ہم کوٹ لکھپت جیل میں قید پی ٹی آئی کے مرکزی رہنما سمجھتے ہیں کہ ہر سطح پر گفت و شنید ہی واحد حل ہے، گفت و شنید ہی بالعموم پاکستان کو بحران سے نکال سکتی ہے۔ — [1294, 1550, 1470, 1705]
baqiya-label: بقیہ — [311, 352, 362, 374]
news-item — [4, 379, 180, 681]
item-text: محمود قریشی کو جی او آر گیٹ توڑنے کے مقدمے سے بری کر دیا۔ عبداللہ بدر، مشتاق احمد، قاسم الٰہی، محمد شہباز کو بھی 10،10 سال قید کی سزا سنائی۔ دوران ٹرائل ڈاکٹر یاسمین راشد سمیت 21 ملزمان کے حتمی بیانات قلمبند کیے گئے، پراسیکیوشن کی جانب سے 56 گواہوں کو عدالت میں پیش کیا گیا۔ دوران ٹرائل چار ملزمان کو اشتہاری قرار دیا گیا تھا، تھانہ ریس کورس پولیس نے مقدمے کا چالان پیش کر رکھا تھا۔ — [926, 379, 1102, 587]
column-3 — [922, 24, 1106, 2520]
continuation-header — [557, 348, 733, 374]
continuation-header — [1295, 1191, 1470, 1217]
baqiya-jaat-label: بقیہ جات — [772, 317, 865, 339]
baqiya-jaat-label: بقیہ جات — [956, 350, 1049, 372]
